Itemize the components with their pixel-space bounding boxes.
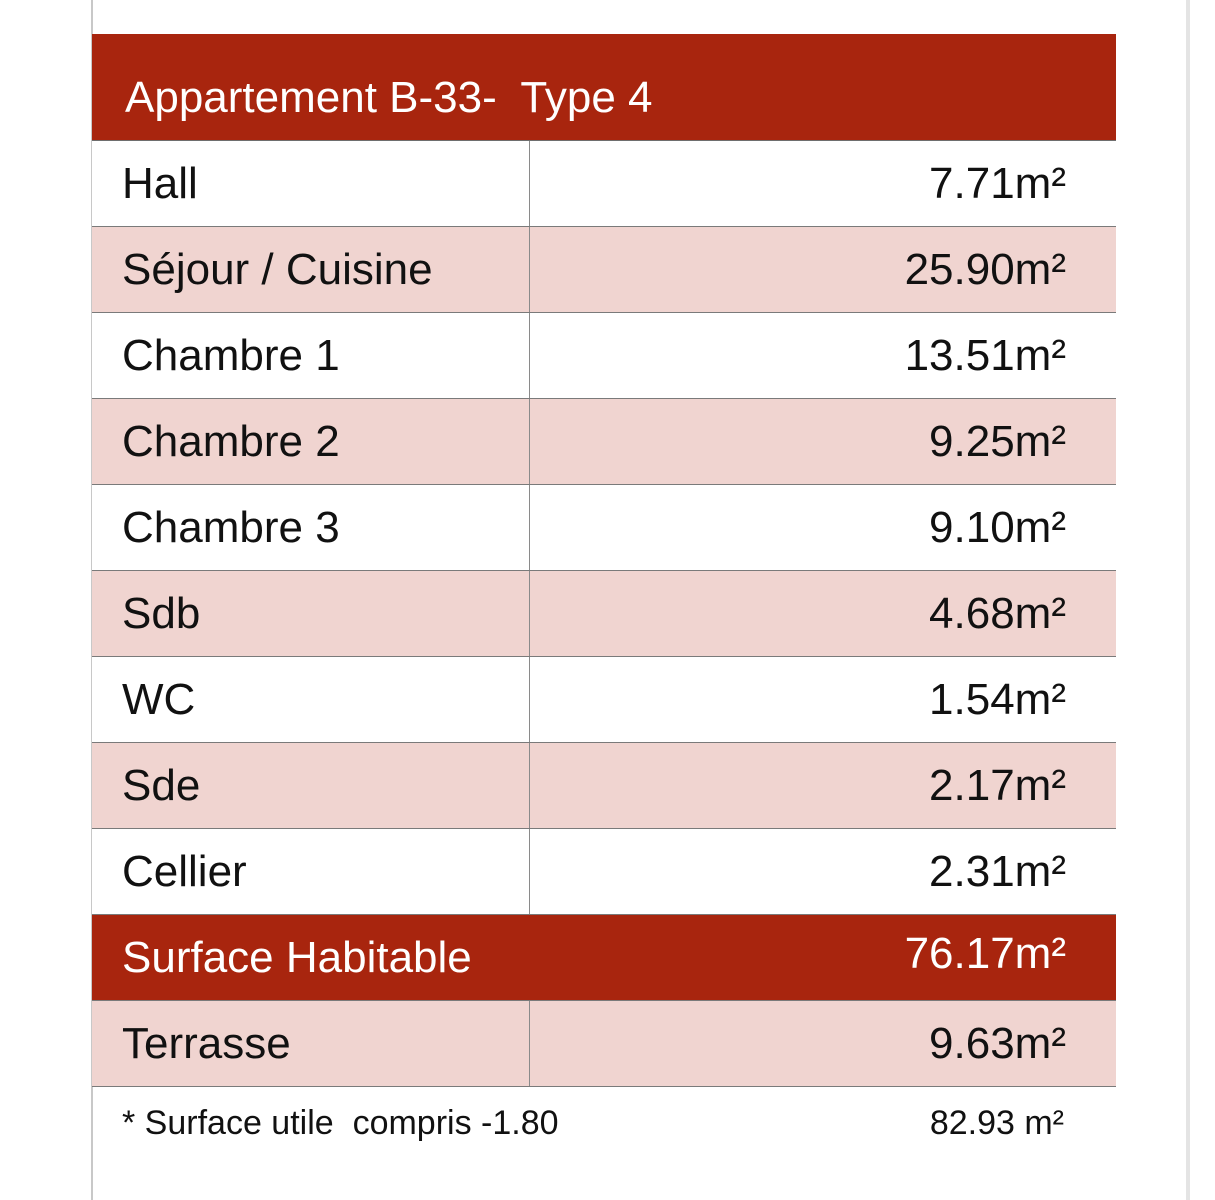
- table-row-surface-habitable: [92, 915, 1116, 1001]
- room-label: Sdb: [92, 571, 530, 656]
- table-row-hall: [92, 141, 1116, 227]
- apartment-title: Appartement B-33- Type 4: [125, 73, 653, 122]
- room-area: 9.25m²: [929, 416, 1066, 466]
- table-row-sde: [92, 743, 1116, 829]
- surface-table: [92, 34, 1116, 1159]
- total-area: 76.17m²: [904, 928, 1066, 978]
- room-label: Chambre 3: [92, 485, 530, 570]
- room-area: 13.51m²: [904, 330, 1066, 380]
- table-row-cellier: [92, 829, 1116, 915]
- room-label: Hall: [92, 141, 530, 226]
- table-row-chambre-2: [92, 399, 1116, 485]
- room-area: 2.17m²: [929, 760, 1066, 810]
- room-label: Chambre 1: [92, 313, 530, 398]
- table-row-sejour-cuisine: [92, 227, 1116, 313]
- room-area: 4.68m²: [929, 588, 1066, 638]
- terrace-area: 9.63m²: [929, 1018, 1066, 1068]
- table-row-wc: [92, 657, 1116, 743]
- room-label: Sde: [92, 743, 530, 828]
- room-label: Chambre 2: [92, 399, 530, 484]
- footnote-area: 82.93 m²: [929, 1103, 1064, 1142]
- room-area: 7.71m²: [929, 158, 1066, 208]
- table-row-sdb: [92, 571, 1116, 657]
- table-row-chambre-1: [92, 313, 1116, 399]
- footnote-row: [92, 1087, 1116, 1159]
- total-label: Surface Habitable: [122, 932, 472, 982]
- room-area: 9.10m²: [929, 502, 1066, 552]
- page-right-edge: [1186, 0, 1190, 1200]
- room-label: Cellier: [92, 829, 530, 914]
- terrace-label: Terrasse: [92, 1001, 530, 1086]
- room-label: WC: [92, 657, 530, 742]
- table-row-terrasse: [92, 1001, 1116, 1087]
- room-area: 25.90m²: [904, 244, 1066, 294]
- room-area: 1.54m²: [929, 674, 1066, 724]
- footnote-label: * Surface utile compris -1.80: [122, 1103, 559, 1142]
- table-title-bar: [92, 34, 1116, 141]
- room-label: Séjour / Cuisine: [92, 227, 530, 312]
- table-row-chambre-3: [92, 485, 1116, 571]
- room-area: 2.31m²: [929, 846, 1066, 896]
